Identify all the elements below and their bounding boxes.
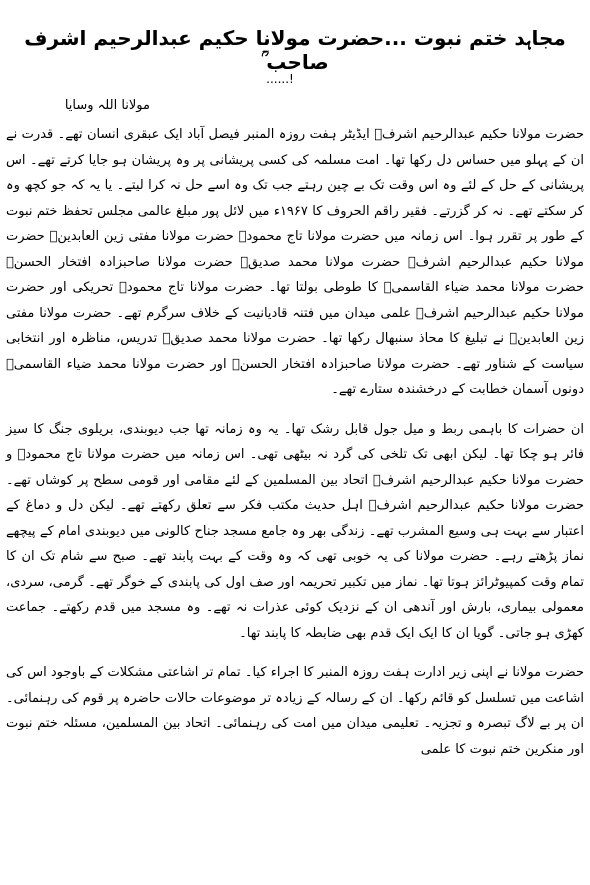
paragraph-3: حضرت مولانا نے اپنی زیر ادارت ہفت روزہ المنبر کا اجراء کیا۔ تمام تر اشاعتی مشکلات کے باوجود اس کی اشاعت میں تسلسل کو قائم رکھا۔ ان کے رسالہ کے زیادہ تر موضوعات حالات حاضرہ پر قوم کی رہنمائی۔ ان پر بے لاگ تبصرہ و تجزیہ۔ تعلیمی میدان میں امت کی رہنمائی۔ اتحاد بین المسلمین، مسئلہ ختم نبوت اور منکرین ختم نبوت کا علمی [6,665,584,757]
paragraph-2: ان حضرات کا باہمی ربط و میل جول قابل رشک تھا۔ یہ وہ زمانہ تھا جب دیوبندی، بریلوی جنگ کا سیز فائر ہو چکا تھا۔ لیکن ابھی تک تلخی کی گرد نہ بیٹھی تھی۔ اس زمانہ میں حضرت مولانا تاج محمودؒ و حضرت مولانا حکیم عبدالرحیم اشرفؒ اتحاد بین المسلمین کے لئے مقامی اور قومی سطح پر کوشاں تھے۔ حضرت مولانا حکیم عبدالرحیم اشرفؒ اہل حدیث مکتب فکر سے تعلق رکھتے تھے۔ لیکن دل و دماغ کے اعتبار سے بہت ہی وسیع المشرب تھے۔ زندگی بھر وہ جامع مسجد جناح کالونی میں دیوبندی امام کے پیچھے نماز پڑھتے رہے۔ حضرت مولانا کی یہ خوبی تھی کہ وہ وقت کے بہت پابند تھے۔ صبح سے شام تک ان کا تمام وقت کمپیوٹرائز ہوتا تھا۔ نماز میں تکبیر تحریمہ اور صف اول کی پابندی کے خوگر تھے۔ گرمی، سردی، معمولی بیماری، بارش اور آندھی ان کے نزدیک کوئی عذرات نہ تھے۔ وہ مسجد میں قدم رکھتے۔ جماعت کھڑی ہو جاتی۔ گویا ان کا ایک ایک قدم بھی ضابطہ کا پابند تھا۔ [6,421,584,641]
article-title: مجاہد ختم نبوت ...حضرت مولانا حکیم عبدالرحیم اشرف صاحب ؒ [24,26,566,74]
paragraph-1: حضرت مولانا حکیم عبدالرحیم اشرفؒ ایڈیٹر ہفت روزہ المنبر فیصل آباد ایک عبقری انسان تھے۔ قدرت نے ان کے پہلو میں حساس دل رکھا تھا۔ امت مسلمہ کی کسی پریشانی پر وہ پریشان ہو جایا کرتے تھے۔ اس پریشانی کے حل کے لئے وہ اس وقت تک بے چین رہتے جب تک وہ اسے حل نہ کرا لیتے۔ یا یہ کہ جو کچھ وہ کر سکتے تھے۔ نہ کر گزرتے۔ فقیر راقم الحروف کا ۱۹۶۷ء میں لائل پور مبلغ عالمی مجلس تحفظ ختم نبوت کے طور پر تقرر ہوا۔ اس زمانہ میں حضرت مولانا تاج محمودؒ حضرت مولانا مفتی زین العابدینؒ حضرت مولانا حکیم عبدالرحیم اشرفؒ حضرت مولانا محمد صدیقؒ حضرت مولانا صاحبزادہ افتخار الحسنؒ حضرت مولانا محمد ضیاء القاسمیؒ کا طوطی بولتا تھا۔ حضرت مولانا تاج محمودؒ تحریکی اور حضرت مولانا حکیم عبدالرحیم اشرفؒ علمی میدان میں فتنہ قادیانیت کے خلاف سرگرم تھے۔ حضرت مولانا مفتی زین العابدینؒ نے تبلیغ کا محاذ سنبھال رکھا تھا۔ حضرت مولانا محمد صدیقؒ تدریس، مناظرہ اور انتخابی سیاست کے شناور تھے۔ حضرت مولانا صاحبزادہ افتخار الحسنؒ اور حضرت مولانا محمد ضیاء القاسمیؒ دونوں آسمان خطابت کے درخشندہ ستارے تھے۔ [6,127,584,397]
article-body [6,122,584,776]
author-name: مولانا اللہ وسایا [64,98,150,113]
title-separator: !...... [266,72,294,86]
